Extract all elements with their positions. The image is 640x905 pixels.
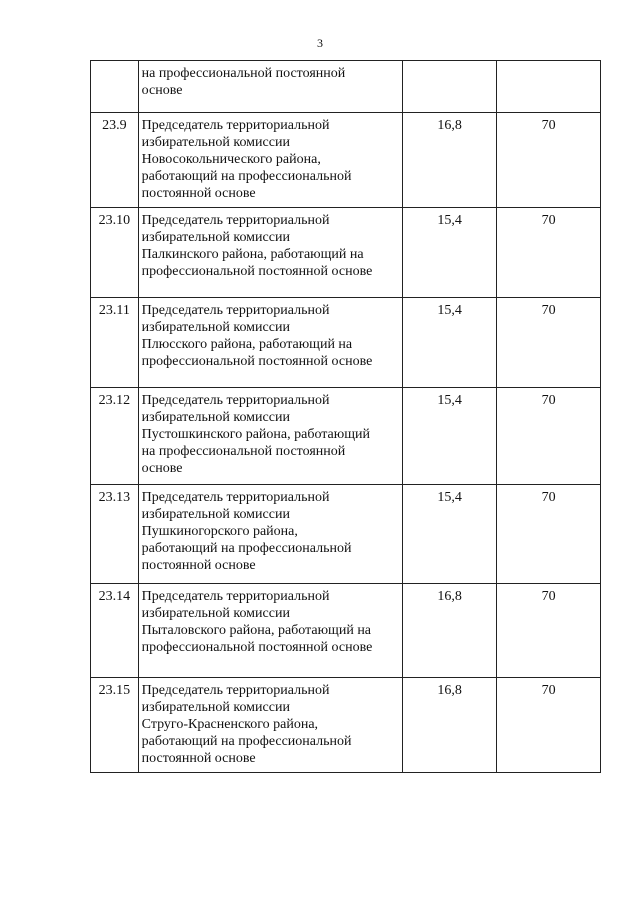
- row-description: [138, 584, 402, 678]
- description-line: избирательной комиссии: [141, 700, 290, 715]
- page-number: 3: [317, 36, 323, 50]
- row-description: [138, 678, 402, 773]
- description-line: Председатель территориальной: [141, 213, 330, 228]
- row-value-1: 16,8: [403, 678, 497, 773]
- row-number: 23.15: [91, 678, 139, 773]
- row-value-2: 70: [497, 113, 601, 208]
- row-value-2: 70: [497, 208, 601, 298]
- description-line: Председатель территориальной: [141, 118, 330, 133]
- description-line: Председатель территориальной: [141, 683, 330, 698]
- row-value-1: 15,4: [403, 388, 497, 485]
- description-line: Плюсского района, работающий на: [141, 337, 353, 352]
- description-line: Пыталовского района, работающий на: [141, 623, 372, 638]
- row-number: 23.10: [91, 208, 139, 298]
- row-number: 23.12: [91, 388, 139, 485]
- row-number: [91, 61, 139, 113]
- description-line: Струго-Красненского района,: [141, 717, 319, 732]
- description-line: Председатель территориальной: [141, 393, 330, 408]
- description-line: постоянной основе: [141, 186, 256, 201]
- row-value-2: 70: [497, 678, 601, 773]
- row-number: 23.11: [91, 298, 139, 388]
- table-body: [91, 61, 601, 773]
- description-line: избирательной комиссии: [141, 135, 290, 150]
- row-value-1: 15,4: [403, 485, 497, 584]
- description-line: Председатель территориальной: [141, 490, 330, 505]
- description-line: Палкинского района, работающий на: [141, 247, 364, 262]
- description-line: на профессиональной постоянной: [141, 444, 346, 459]
- description-line: работающий на профессиональной: [141, 734, 352, 749]
- description-line: профессиональной постоянной основе: [141, 264, 373, 279]
- description-line: постоянной основе: [141, 751, 256, 766]
- table-row: [91, 61, 601, 113]
- description-line: избирательной комиссии: [141, 320, 290, 335]
- table-row: [91, 388, 601, 485]
- row-value-1: 15,4: [403, 208, 497, 298]
- description-line: постоянной основе: [141, 558, 256, 573]
- description-line: Пустошкинского района, работающий: [141, 427, 370, 442]
- description-line: основе: [141, 461, 183, 476]
- row-value-2: 70: [497, 584, 601, 678]
- description-line: работающий на профессиональной: [141, 169, 352, 184]
- row-value-1: [403, 61, 497, 113]
- description-line: Председатель территориальной: [141, 589, 330, 604]
- description-line: Новосокольнического района,: [141, 152, 321, 167]
- row-value-1: 16,8: [403, 584, 497, 678]
- description-line: избирательной комиссии: [141, 230, 290, 245]
- table-row: [91, 584, 601, 678]
- row-description: [138, 113, 402, 208]
- description-line: профессиональной постоянной основе: [141, 640, 373, 655]
- row-value-1: 15,4: [403, 298, 497, 388]
- table-row: [91, 485, 601, 584]
- data-table: [90, 60, 601, 773]
- row-description: [138, 61, 402, 113]
- table-row: [91, 113, 601, 208]
- description-line: профессиональной постоянной основе: [141, 354, 373, 369]
- row-value-2: 70: [497, 388, 601, 485]
- row-description: [138, 208, 402, 298]
- row-number: 23.9: [91, 113, 139, 208]
- row-description: [138, 298, 402, 388]
- row-number: 23.14: [91, 584, 139, 678]
- row-value-2: 70: [497, 298, 601, 388]
- description-line: основе: [141, 83, 183, 98]
- description-line: Председатель территориальной: [141, 303, 330, 318]
- table-row: [91, 678, 601, 773]
- row-value-2: 70: [497, 485, 601, 584]
- description-line: избирательной комиссии: [141, 507, 290, 522]
- table-row: [91, 208, 601, 298]
- table-row: [91, 298, 601, 388]
- row-value-1: 16,8: [403, 113, 497, 208]
- row-value-2: [497, 61, 601, 113]
- row-description: [138, 485, 402, 584]
- description-line: избирательной комиссии: [141, 606, 290, 621]
- description-line: Пушкиногорского района,: [141, 524, 298, 539]
- row-description: [138, 388, 402, 485]
- description-line: на профессиональной постоянной: [141, 66, 346, 81]
- description-line: избирательной комиссии: [141, 410, 290, 425]
- description-line: работающий на профессиональной: [141, 541, 352, 556]
- row-number: 23.13: [91, 485, 139, 584]
